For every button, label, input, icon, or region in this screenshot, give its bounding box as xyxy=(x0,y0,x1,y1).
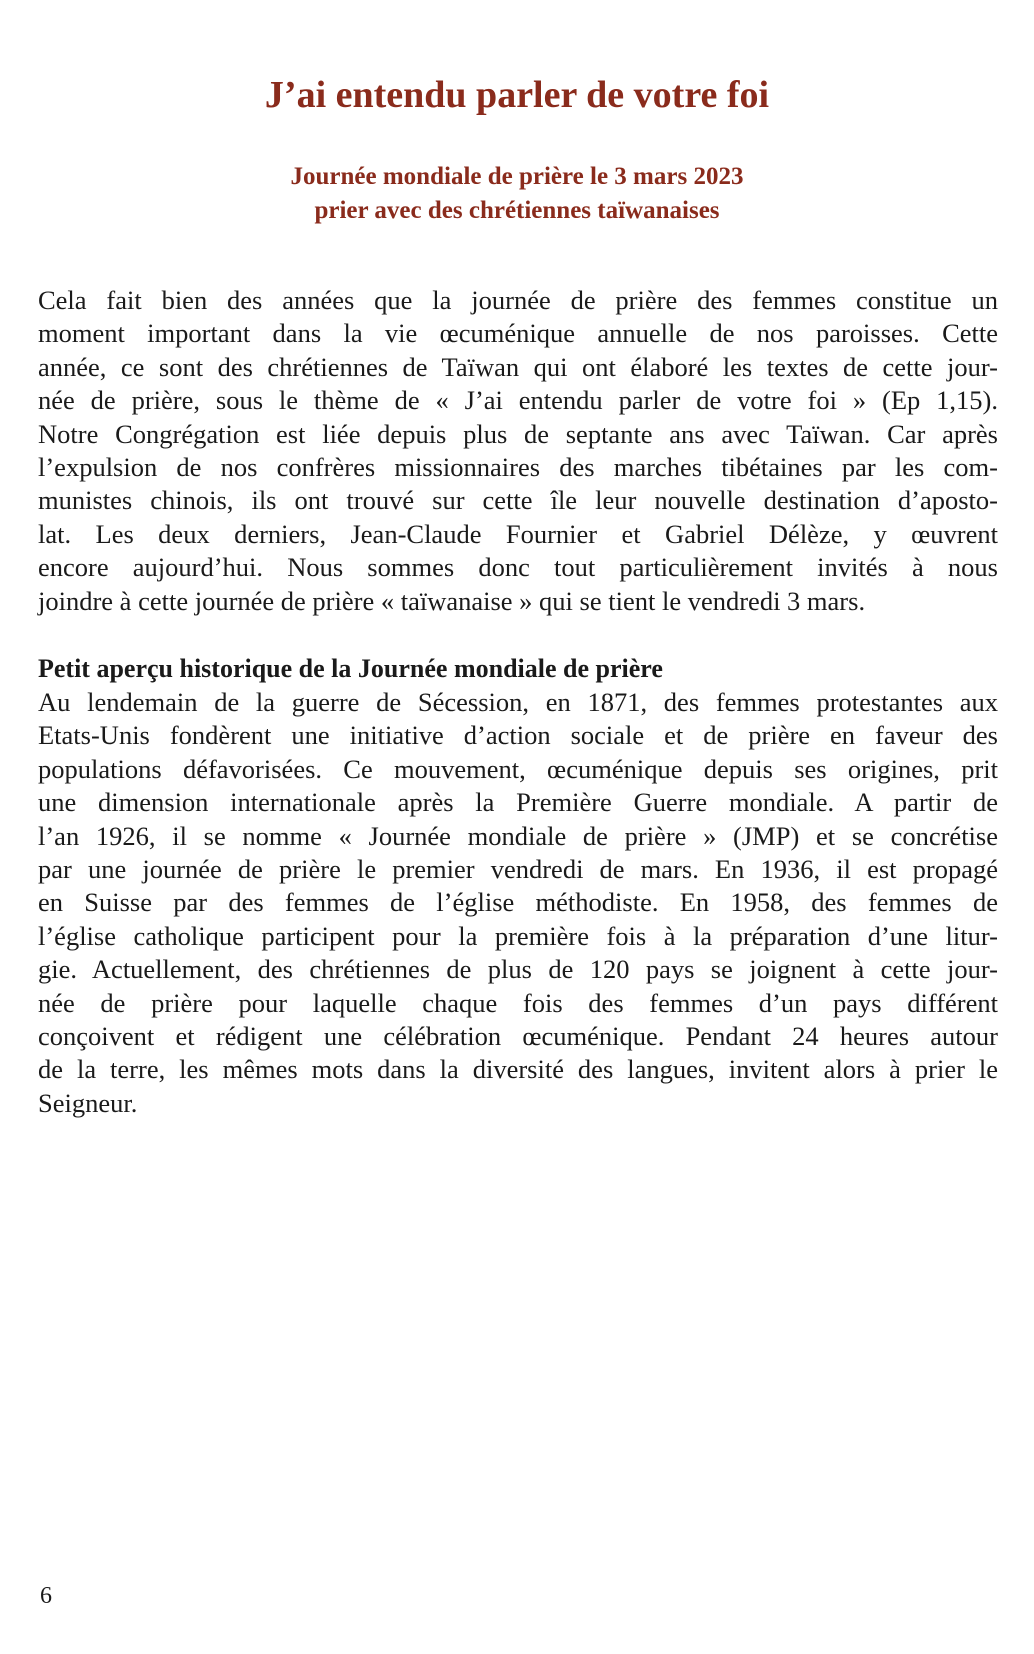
subtitle-line-2: prier avec des chrétiennes taïwanaises xyxy=(314,197,720,224)
history-line: l’an 1926, il se nomme « Journée mondiale de prière » (JMP) et se concrétise xyxy=(38,820,998,851)
history-line: par une journée de prière le premier vendredi de mars. En 1936, il est propagé xyxy=(38,854,998,885)
intro-line: année, ce sont des chrétiennes de Taïwan qui ont élaboré les textes de cette jour- xyxy=(38,351,998,382)
intro-paragraph xyxy=(38,284,998,618)
history-line: Etats-Unis fondèrent une initiative d’action sociale et de prière en faveur des xyxy=(38,720,998,751)
intro-line: munistes chinois, ils ont trouvé sur cette île leur nouvelle destination d’aposto- xyxy=(38,485,998,516)
intro-line: l’expulsion de nos confrères missionnaires des marches tibétaines par les com- xyxy=(38,452,998,483)
intro-line: lat. Les deux derniers, Jean-Claude Fournier et Gabriel Délèze, y œuvrent xyxy=(38,518,998,549)
history-line: Au lendemain de la guerre de Sécession, en 1871, des femmes protestantes aux xyxy=(38,687,998,717)
history-line: gie. Actuellement, des chrétiennes de plus de 120 pays se joignent à cette jour- xyxy=(38,954,998,985)
intro-line: encore aujourd’hui. Nous sommes donc tout particulièrement invités à nous xyxy=(38,552,998,583)
history-line: l’église catholique participent pour la première fois à la préparation d’une litur- xyxy=(38,920,998,951)
history-line: de la terre, les mêmes mots dans la diversité des langues, invitent alors à prier le xyxy=(38,1054,998,1085)
intro-line: Cela fait bien des années que la journée de prière des femmes constitue un xyxy=(38,285,998,315)
intro-line: moment important dans la vie œcuménique annuelle de nos paroisses. Cette xyxy=(38,318,998,349)
subtitle-line-1: Journée mondiale de prière le 3 mars 2023 xyxy=(290,163,744,190)
history-line: Seigneur. xyxy=(38,1087,138,1118)
history-paragraph xyxy=(38,686,998,1120)
intro-line: Notre Congrégation est liée depuis plus de septante ans avec Taïwan. Car après xyxy=(38,418,998,449)
history-line: conçoivent et rédigent une célébration œcuménique. Pendant 24 heures autour xyxy=(38,1021,998,1052)
history-line: née de prière pour laquelle chaque fois des femmes d’un pays différent xyxy=(38,987,998,1018)
history-line: une dimension internationale après la Première Guerre mondiale. A partir de xyxy=(38,787,998,818)
history-line: en Suisse par des femmes de l’église méthodiste. En 1958, des femmes de xyxy=(38,887,998,918)
intro-line: née de prière, sous le thème de « J’ai entendu parler de votre foi » (Ep 1,15). xyxy=(38,385,998,416)
page-number: 6 xyxy=(40,1583,52,1609)
page-title: J’ai entendu parler de votre foi xyxy=(264,74,770,116)
intro-line: joindre à cette journée de prière « taïwanaise » qui se tient le vendredi 3 mars. xyxy=(38,585,866,616)
subtitle xyxy=(0,160,1034,228)
section-heading: Petit aperçu historique de la Journée mondiale de prière xyxy=(38,654,663,683)
history-line: populations défavorisées. Ce mouvement, œcuménique depuis ses origines, prit xyxy=(38,753,998,784)
